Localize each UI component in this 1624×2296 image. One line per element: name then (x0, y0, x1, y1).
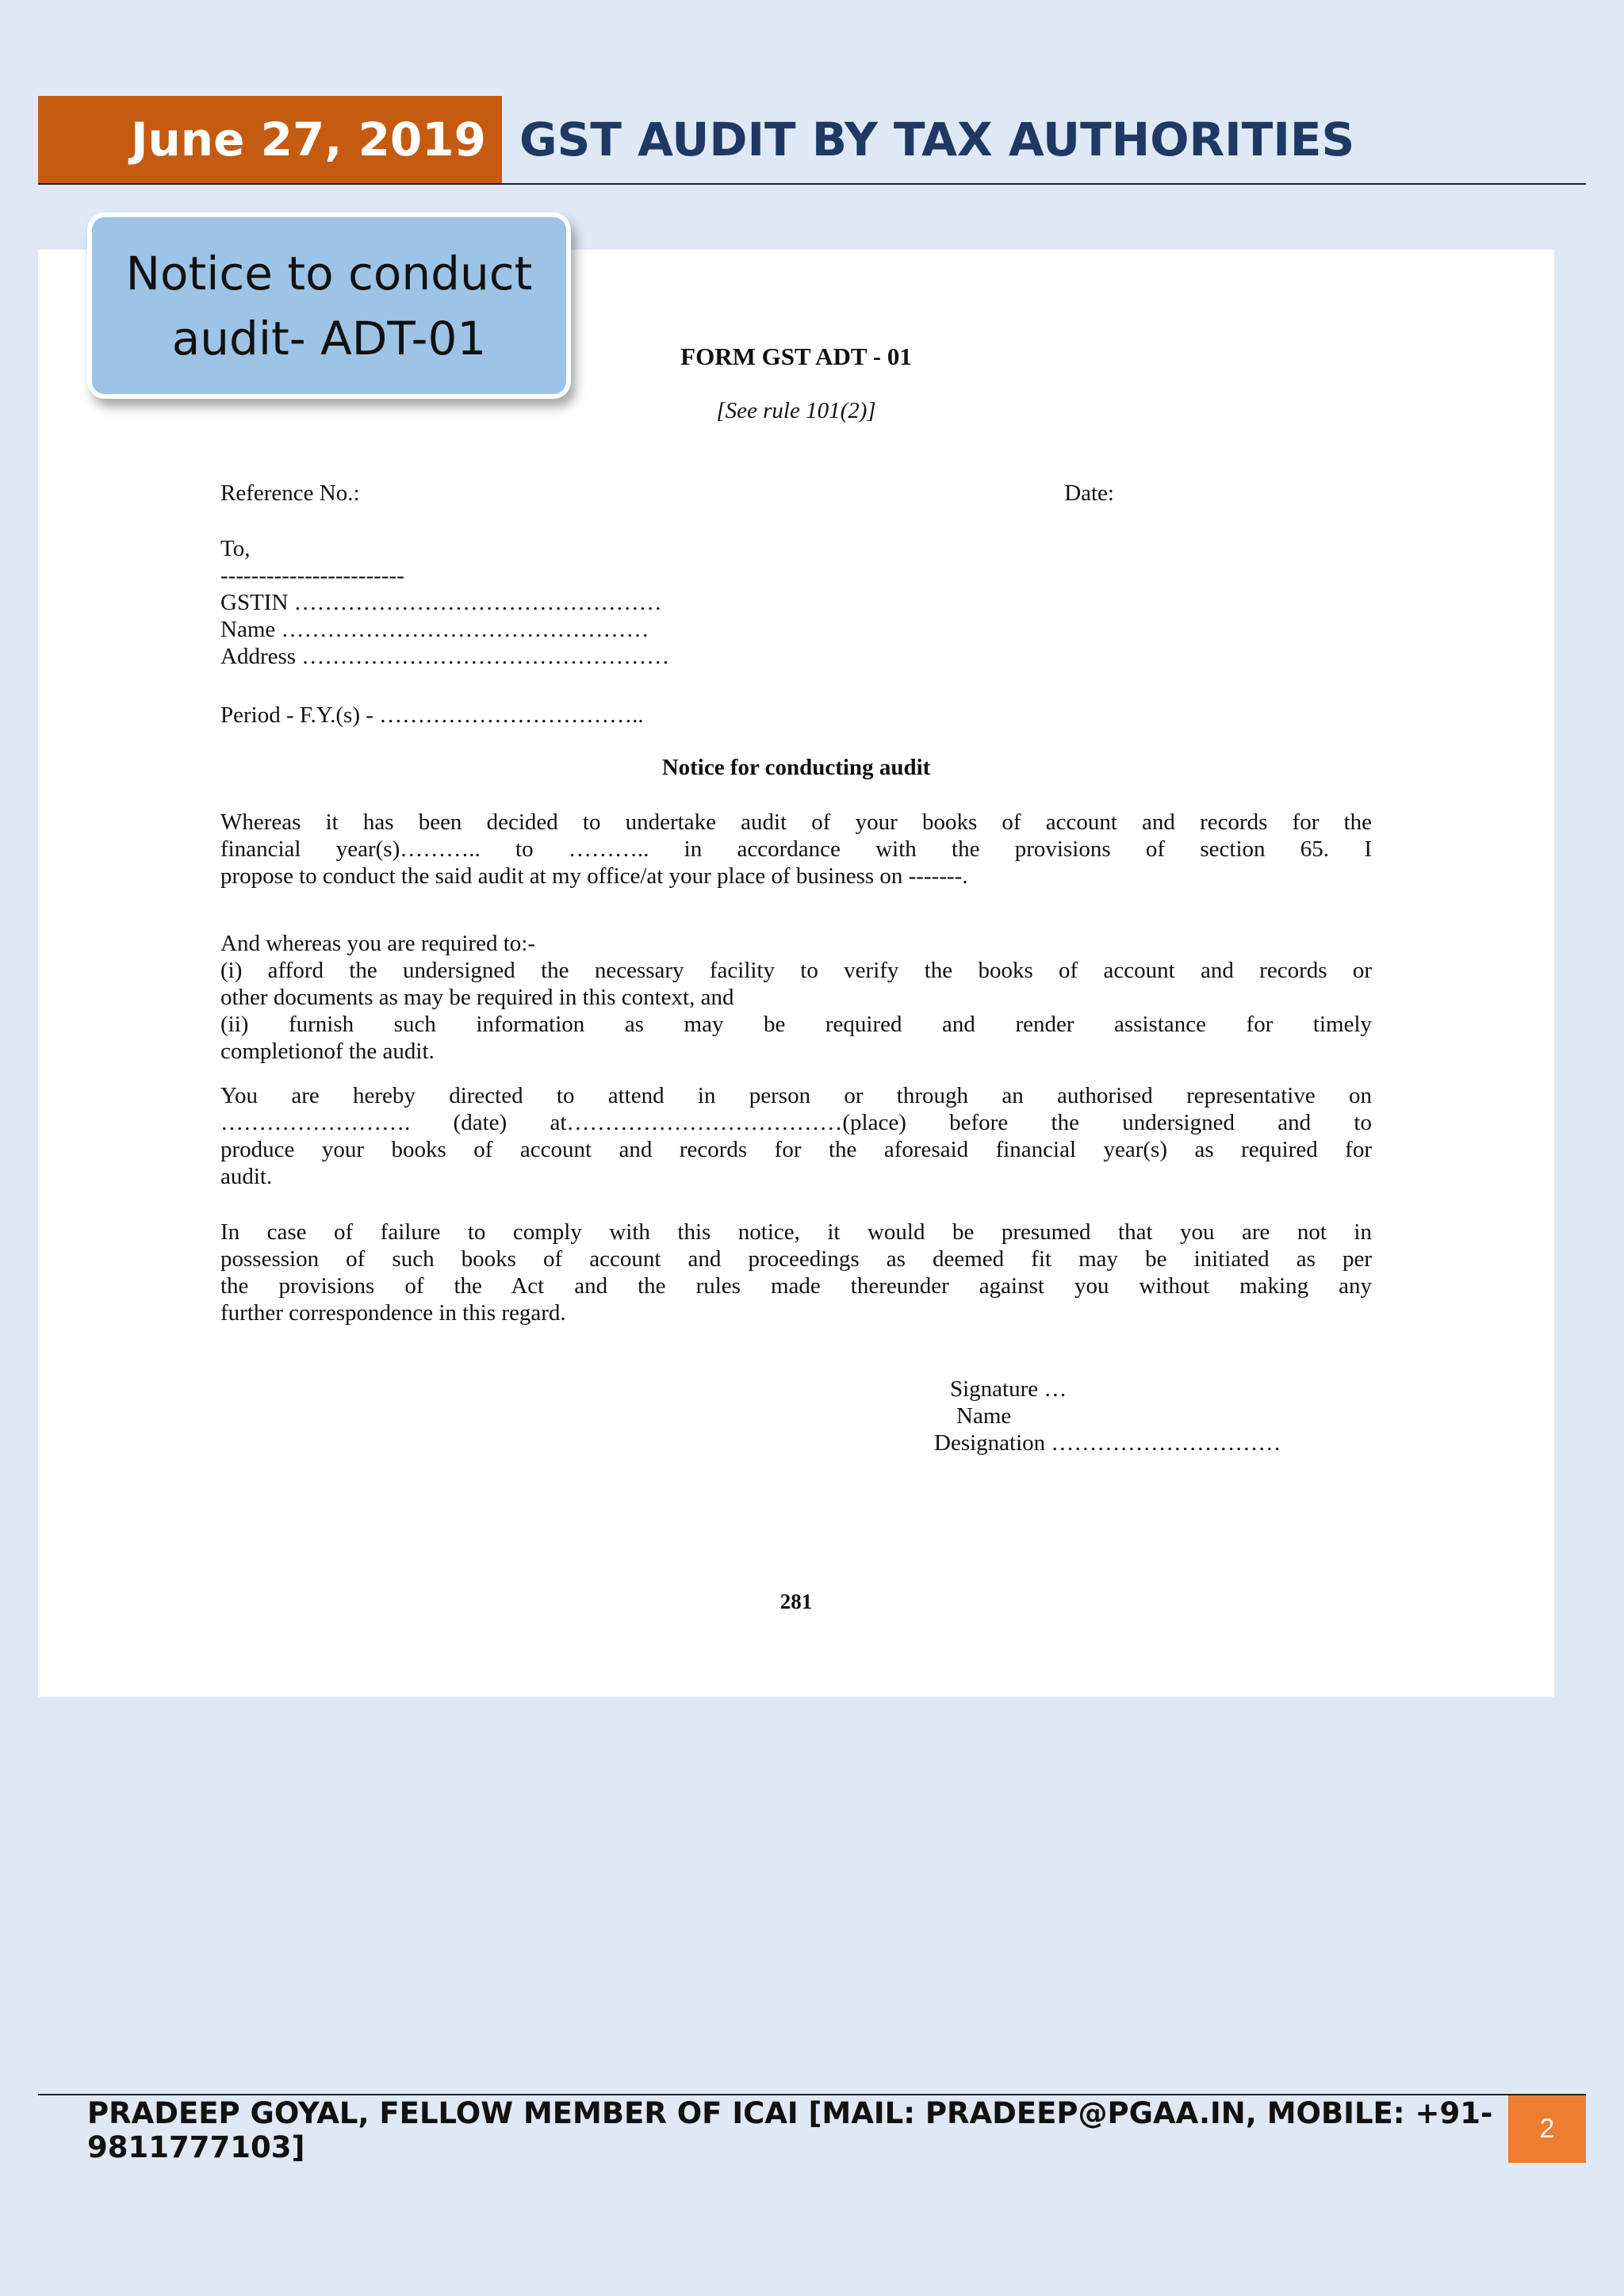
to-label: To, (220, 536, 251, 561)
paragraph-line: other documents as may be required in this context, and (220, 985, 734, 1010)
paragraph-line: completionof the audit. (220, 1039, 435, 1064)
form-title: FORM GST ADT - 01 (680, 342, 912, 370)
paragraph-line: ……………………. (date) at………………………………(place) before the undersigned and to (220, 1110, 1372, 1135)
gstin-field: GSTIN ………………………………………… (220, 590, 662, 615)
paragraph-line: propose to conduct the said audit at my office/at your place of business on -------. (220, 863, 968, 889)
footer-author-contact: PRADEEP GOYAL, FELLOW MEMBER OF ICAI [MAIL: PRADEEP@PGAA.IN, MOBILE: +91-9811777103] (87, 2096, 1493, 2164)
paragraph-line: financial year(s)……….. to ……….. in accordance with the provisions of section 65. I (220, 836, 1372, 862)
callout-line: audit- ADT-01 (171, 311, 487, 365)
signatory-name-label: Name (956, 1403, 1012, 1429)
paragraph-undertake-audit (220, 809, 1372, 890)
paragraph-line: (ii) furnish such information as may be required and render assistance for timely (220, 1012, 1372, 1037)
form-page-number: 281 (779, 1590, 813, 1613)
paragraph-line: further correspondence in this regard. (220, 1300, 566, 1326)
form-rule-reference: [See rule 101(2)] (716, 398, 876, 423)
reference-row (220, 480, 1372, 507)
paragraph-line: possession of such books of account and proceedings as deemed fit may be initiated as per (220, 1246, 1372, 1272)
notice-callout (87, 212, 571, 399)
reference-label: Reference No.: (220, 480, 360, 506)
paragraph-line: Whereas it has been decided to undertake audit of your books of account and records for the (220, 809, 1372, 835)
period-field: Period - F.Y.(s) - …………………………….. (220, 702, 644, 728)
paragraph-failure (220, 1219, 1372, 1326)
paragraph-line: the provisions of the Act and the rules made thereunder against you without making any (220, 1273, 1372, 1299)
date-label: Date: (1064, 480, 1114, 506)
paragraph-line: audit. (220, 1164, 273, 1189)
paragraph-line: And whereas you are required to:- (220, 931, 535, 956)
paragraph-line: In case of failure to comply with this notice, it would be presumed that you are not in (220, 1219, 1372, 1245)
paragraph-line: (i) afford the undersigned the necessary facility to verify the books of account and records or (220, 958, 1372, 983)
designation-label: Designation ………………………… (934, 1430, 1281, 1456)
signature-block (934, 1376, 1281, 1456)
paragraph-attendance (220, 1082, 1372, 1190)
form-page (38, 250, 1554, 1697)
header-date: June 27, 2019 (38, 96, 502, 183)
name-field: Name ………………………………………… (220, 617, 649, 642)
callout-line: Notice to conduct (125, 246, 533, 300)
signature-label: Signature … (950, 1376, 1067, 1402)
paragraph-requirements (220, 930, 1372, 1065)
address-field: Address ………………………………………… (220, 644, 670, 669)
paragraph-line: produce your books of account and records for the aforesaid financial year(s) as required for (220, 1137, 1372, 1162)
footer-page-number: 2 (1508, 2095, 1586, 2163)
address-block (220, 535, 669, 670)
footer-divider (38, 2094, 1586, 2095)
header-title: GST AUDIT BY TAX AUTHORITIES (519, 113, 1355, 166)
header-divider (38, 183, 1586, 185)
to-line: ------------------------ (220, 563, 404, 588)
notice-heading: Notice for conducting audit (661, 755, 931, 780)
paragraph-line: You are hereby directed to attend in person or through an authorised representative on (220, 1083, 1372, 1108)
